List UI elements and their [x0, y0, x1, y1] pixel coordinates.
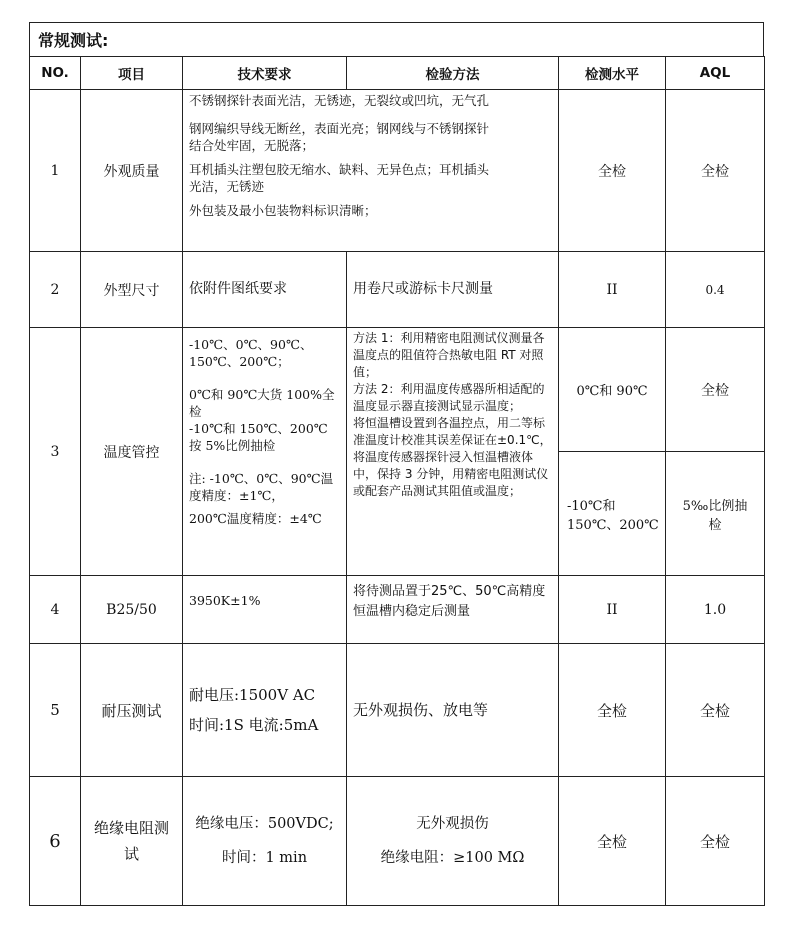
row-aql: 全检 [666, 644, 765, 777]
row-method: 无外观损伤、放电等 [347, 644, 559, 777]
row-requirement [183, 644, 347, 777]
row-method: 用卷尺或游标卡尺测量 [347, 252, 559, 328]
method-line: 方法 2：利用温度传感器所相适配的温度显示器直接测试显示温度； [353, 382, 545, 413]
requirement-line: 200℃温度精度：±4℃ [189, 511, 322, 526]
row-item: 外型尺寸 [81, 252, 183, 328]
header-method: 检验方法 [347, 57, 559, 90]
table-row [30, 328, 765, 452]
method-line: 方法 1：利用精密电阻测试仪测量各温度点的阻值符合热敏电阻 RT 对照值； [353, 331, 545, 379]
row-item: 温度管控 [81, 328, 183, 576]
inspection-table [29, 56, 765, 906]
requirement-line: 外包装及最小包装物料标识清晰； [189, 203, 377, 218]
requirement-line: -10℃和 150℃、200℃按 5%比例抽检 [189, 421, 328, 453]
requirement-line: 注: -10℃、0℃、90℃温度精度：±1℃， [189, 471, 334, 503]
table-row [30, 252, 765, 328]
header-requirement: 技术要求 [183, 57, 347, 90]
requirement-line: -10℃、0℃、90℃、150℃、200℃； [189, 337, 313, 369]
header-aql: AQL [666, 57, 765, 90]
row-requirement: 依附件图纸要求 [183, 252, 347, 328]
row-requirement [183, 90, 559, 252]
sheet-title: 常规测试: [29, 22, 764, 56]
row-level: 全检 [559, 644, 666, 777]
row-level: II [559, 252, 666, 328]
row-method: 将待测品置于25℃、50℃高精度恒温槽内稳定后测量 [347, 576, 559, 644]
table-row [30, 90, 765, 252]
row-no: 6 [30, 777, 81, 906]
row-requirement [183, 328, 347, 576]
row-no: 3 [30, 328, 81, 576]
header-level: 检测水平 [559, 57, 666, 90]
row-item: 绝缘电阻测试 [81, 777, 183, 906]
requirement-line: 钢网编织导线无断丝，表面光亮；钢网线与不锈钢探针结合处牢固，无脱落； [189, 121, 490, 153]
row-aql: 全检 [666, 777, 765, 906]
row-no: 2 [30, 252, 81, 328]
requirement-line: 耳机插头注塑包胶无缩水、缺料、无异色点；耳机插头光洁，无锈迹 [189, 162, 490, 194]
row-item: 耐压测试 [81, 644, 183, 777]
row-aql: 全检 [666, 90, 765, 252]
inspection-sheet [29, 22, 764, 906]
method-line: 将恒温槽设置到各温控点，用二等标准温度计校准其误差保证在±0.1℃，将温度传感器探针浸入恒温槽液体中，保持 3 分钟，用精密电阻测试仪或配套产品测试其阻值或温度； [353, 416, 552, 498]
requirement-line: 耐电压:1500V AC [189, 686, 316, 704]
header-row [30, 57, 765, 90]
row-aql: 1.0 [666, 576, 765, 644]
method-line: 无外观损伤 [416, 816, 489, 832]
row-level: 全检 [559, 777, 666, 906]
row-level: 全检 [559, 90, 666, 252]
row-method [347, 328, 559, 576]
row-no: 5 [30, 644, 81, 777]
requirement-line: 不锈钢探针表面光洁，无锈迹，无裂纹或凹坑，无气孔 [189, 93, 490, 108]
row-item: B25/50 [81, 576, 183, 644]
row-no: 1 [30, 90, 81, 252]
header-item: 项目 [81, 57, 183, 90]
row-no: 4 [30, 576, 81, 644]
header-no: NO. [30, 57, 81, 90]
row-aql: 全检 [666, 328, 765, 452]
row-level: -10℃和 150℃、200℃ [559, 452, 666, 576]
requirement-line: 时间：1 min [221, 850, 308, 866]
method-line: 绝缘电阻：≥100 MΩ [380, 850, 525, 866]
requirement-line: 时间:1S 电流:5mA [189, 716, 319, 734]
row-level: 0℃和 90℃ [559, 328, 666, 452]
table-row [30, 576, 765, 644]
table-row [30, 777, 765, 906]
row-requirement: 3950K±1% [183, 576, 347, 644]
row-aql: 5‰比例抽检 [666, 452, 765, 576]
row-item: 外观质量 [81, 90, 183, 252]
row-level: II [559, 576, 666, 644]
table-row [30, 644, 765, 777]
row-method [347, 777, 559, 906]
row-requirement [183, 777, 347, 906]
requirement-line: 0℃和 90℃大货 100%全检 [189, 387, 335, 419]
requirement-line: 绝缘电压：500VDC; [195, 816, 334, 832]
row-aql: 0.4 [666, 252, 765, 328]
